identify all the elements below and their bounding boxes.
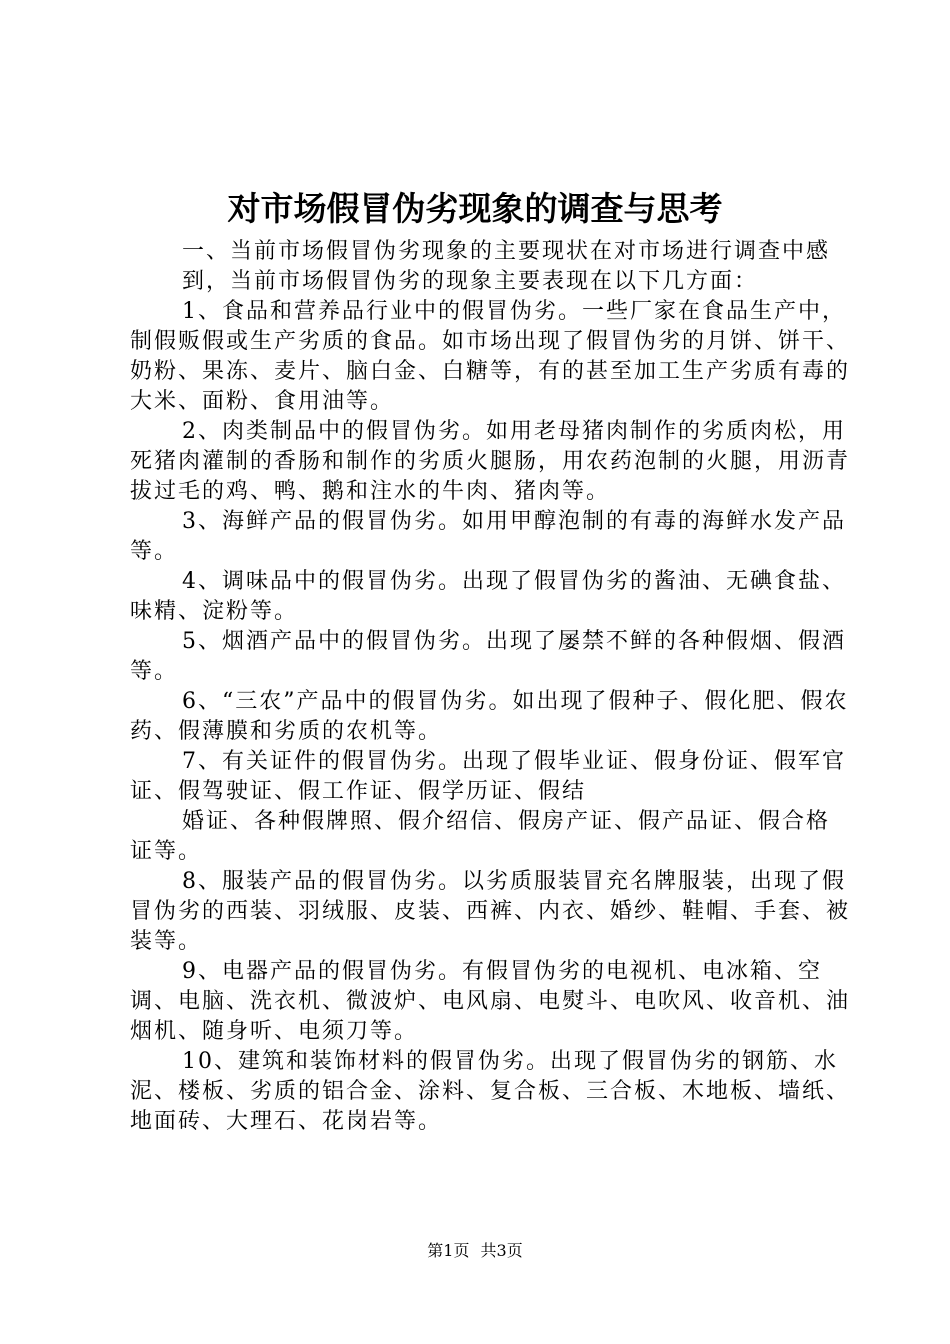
paragraph-11: 8、服装产品的假冒伪劣。以劣质服装冒充名牌服装，出现了假冒伪劣的西装、羽绒服、皮装、西裤、内衣、婚纱、鞋帽、手套、被装等。 [130,869,851,954]
paragraph-13: 10、建筑和装饰材料的假冒伪劣。出现了假冒伪劣的钢筋、水泥、楼板、劣质的铝合金、涂料、复合板、三合板、木地板、墙纸、地面砖、大理石、花岗岩等。 [130,1049,851,1134]
paragraph-4: 2、肉类制品中的假冒伪劣。如用老母猪肉制作的劣质肉松，用死猪肉灌制的香肠和制作的劣质火腿肠，用农药泡制的火腿，用沥青拔过毛的鸡、鸭、鹅和注水的牛肉、猪肉等。 [130,419,851,504]
paragraph-12: 9、电器产品的假冒伪劣。有假冒伪劣的电视机、电冰箱、空调、电脑、洗衣机、微波炉、电风扇、电熨斗、电吹风、收音机、油烟机、随身听、电须刀等。 [130,959,851,1044]
page-number-total: 共3页 [480,1241,523,1260]
document-body [130,237,850,1137]
paragraph-6: 4、调味品中的假冒伪劣。出现了假冒伪劣的酱油、无碘食盐、味精、淀粉等。 [130,569,846,624]
paragraph-1: 一、当前市场假冒伪劣现象的主要现状在对市场进行调查中感 [182,239,831,264]
document-title: 对市场假冒伪劣现象的调查与思考 [227,189,723,228]
page-footer [0,1240,950,1262]
paragraph-10: 婚证、各种假牌照、假介绍信、假房产证、假产品证、假合格证等。 [130,809,831,864]
paragraph-3: 1、食品和营养品行业中的假冒伪劣。一些厂家在食品生产中，制假贩假或生产劣质的食品。如市场出现了假冒伪劣的月饼、饼干、奶粉、果冻、麦片、脑白金、白糖等，有的甚至加工生产劣质有毒的大米、面粉、食用油等。 [130,299,851,414]
page-number-current: 第1页 [427,1241,470,1260]
paragraph-8: 6、“三农”产品中的假冒伪劣。如出现了假种子、假化肥、假农药、假薄膜和劣质的农机等。 [130,689,849,744]
paragraph-2: 到，当前市场假冒伪劣的现象主要表现在以下几方面： [182,269,759,294]
paragraph-5: 3、海鲜产品的假冒伪劣。如用甲醇泡制的有毒的海鲜水发产品等。 [130,509,846,564]
paragraph-7: 5、烟酒产品中的假冒伪劣。出现了屡禁不鲜的各种假烟、假酒等。 [130,629,846,684]
paragraph-9: 7、有关证件的假冒伪劣。出现了假毕业证、假身份证、假军官证、假驾驶证、假工作证、假学历证、假结 [130,749,846,804]
